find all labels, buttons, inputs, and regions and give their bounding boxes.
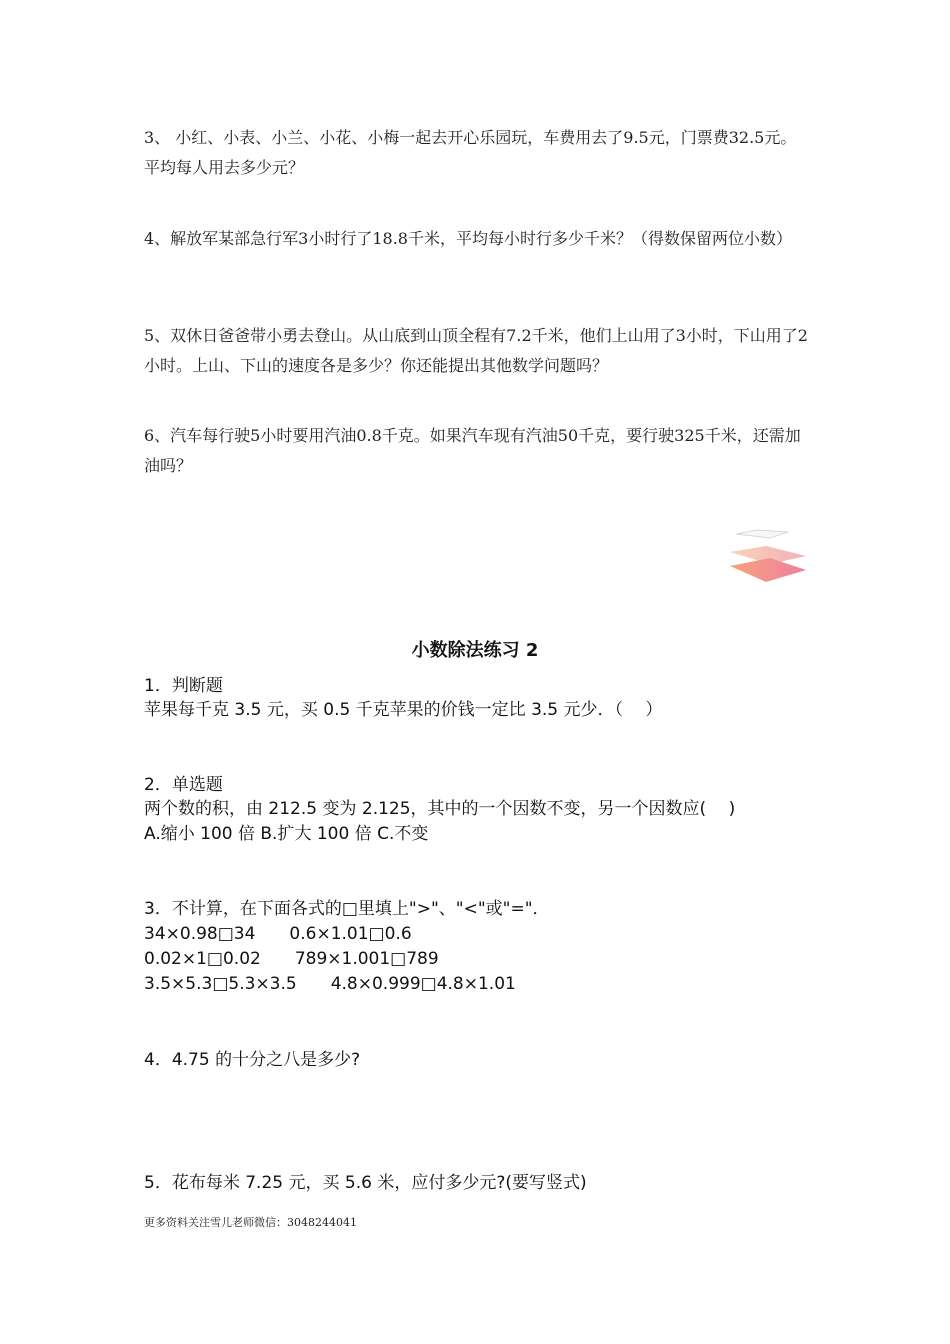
q3-row-2: 0.02×1□0.02 789×1.001□789: [144, 949, 439, 969]
q3-row-1: 34×0.98□34 0.6×1.01□0.6: [144, 924, 412, 944]
q4-heading: 4．4.75 的十分之八是多少?: [144, 1050, 361, 1070]
q5-heading: 5．花布每米 7.25 元，买 5.6 米，应付多少元?(要写竖式): [144, 1173, 587, 1193]
footer-note: 更多资料关注雪儿老师微信：3048244041: [144, 1216, 357, 1229]
q3-row-3: 3.5×5.3□5.3×3.5 4.8×0.999□4.8×1.01: [144, 974, 516, 994]
word-problem-4: 4、解放军某部急行军3小时行了18.8千米，平均每小时行多少千米？（得数保留两位小数）: [144, 229, 792, 248]
q3-heading: 3．不计算，在下面各式的□里填上">"、"<"或"="．: [144, 899, 550, 919]
word-problem-3: 3、 小红、小表、小兰、小花、小梅一起去开心乐园玩，车费用去了9.5元，门票费32.5元。平均每人用去多少元？: [144, 128, 797, 177]
word-problem-5: 5、双休日爸爸带小勇去登山。从山底到山顶全程有7.2千米，他们上山用了3小时，下山用了2小时。上山、下山的速度各是多少？你还能提出其他数学问题吗？: [144, 326, 808, 375]
q1-body: 苹果每千克 3.5 元，买 0.5 千克苹果的价钱一定比 3.5 元少．（ ）: [144, 700, 663, 720]
q2-heading: 2．单选题: [144, 775, 223, 795]
stacked-layers-icon: [726, 526, 812, 586]
word-problem-6: 6、汽车每行驶5小时要用汽油0.8千克。如果汽车现有汽油50千克，要行驶325千米，还需加油吗？: [144, 426, 801, 475]
section-title: 小数除法练习 2: [411, 640, 539, 661]
q1-heading: 1．判断题: [144, 676, 223, 696]
q2-options: A.缩小 100 倍 B.扩大 100 倍 C.不变: [144, 824, 429, 844]
q2-body: 两个数的积，由 212.5 变为 2.125，其中的一个因数不变，另一个因数应( ): [144, 799, 736, 819]
